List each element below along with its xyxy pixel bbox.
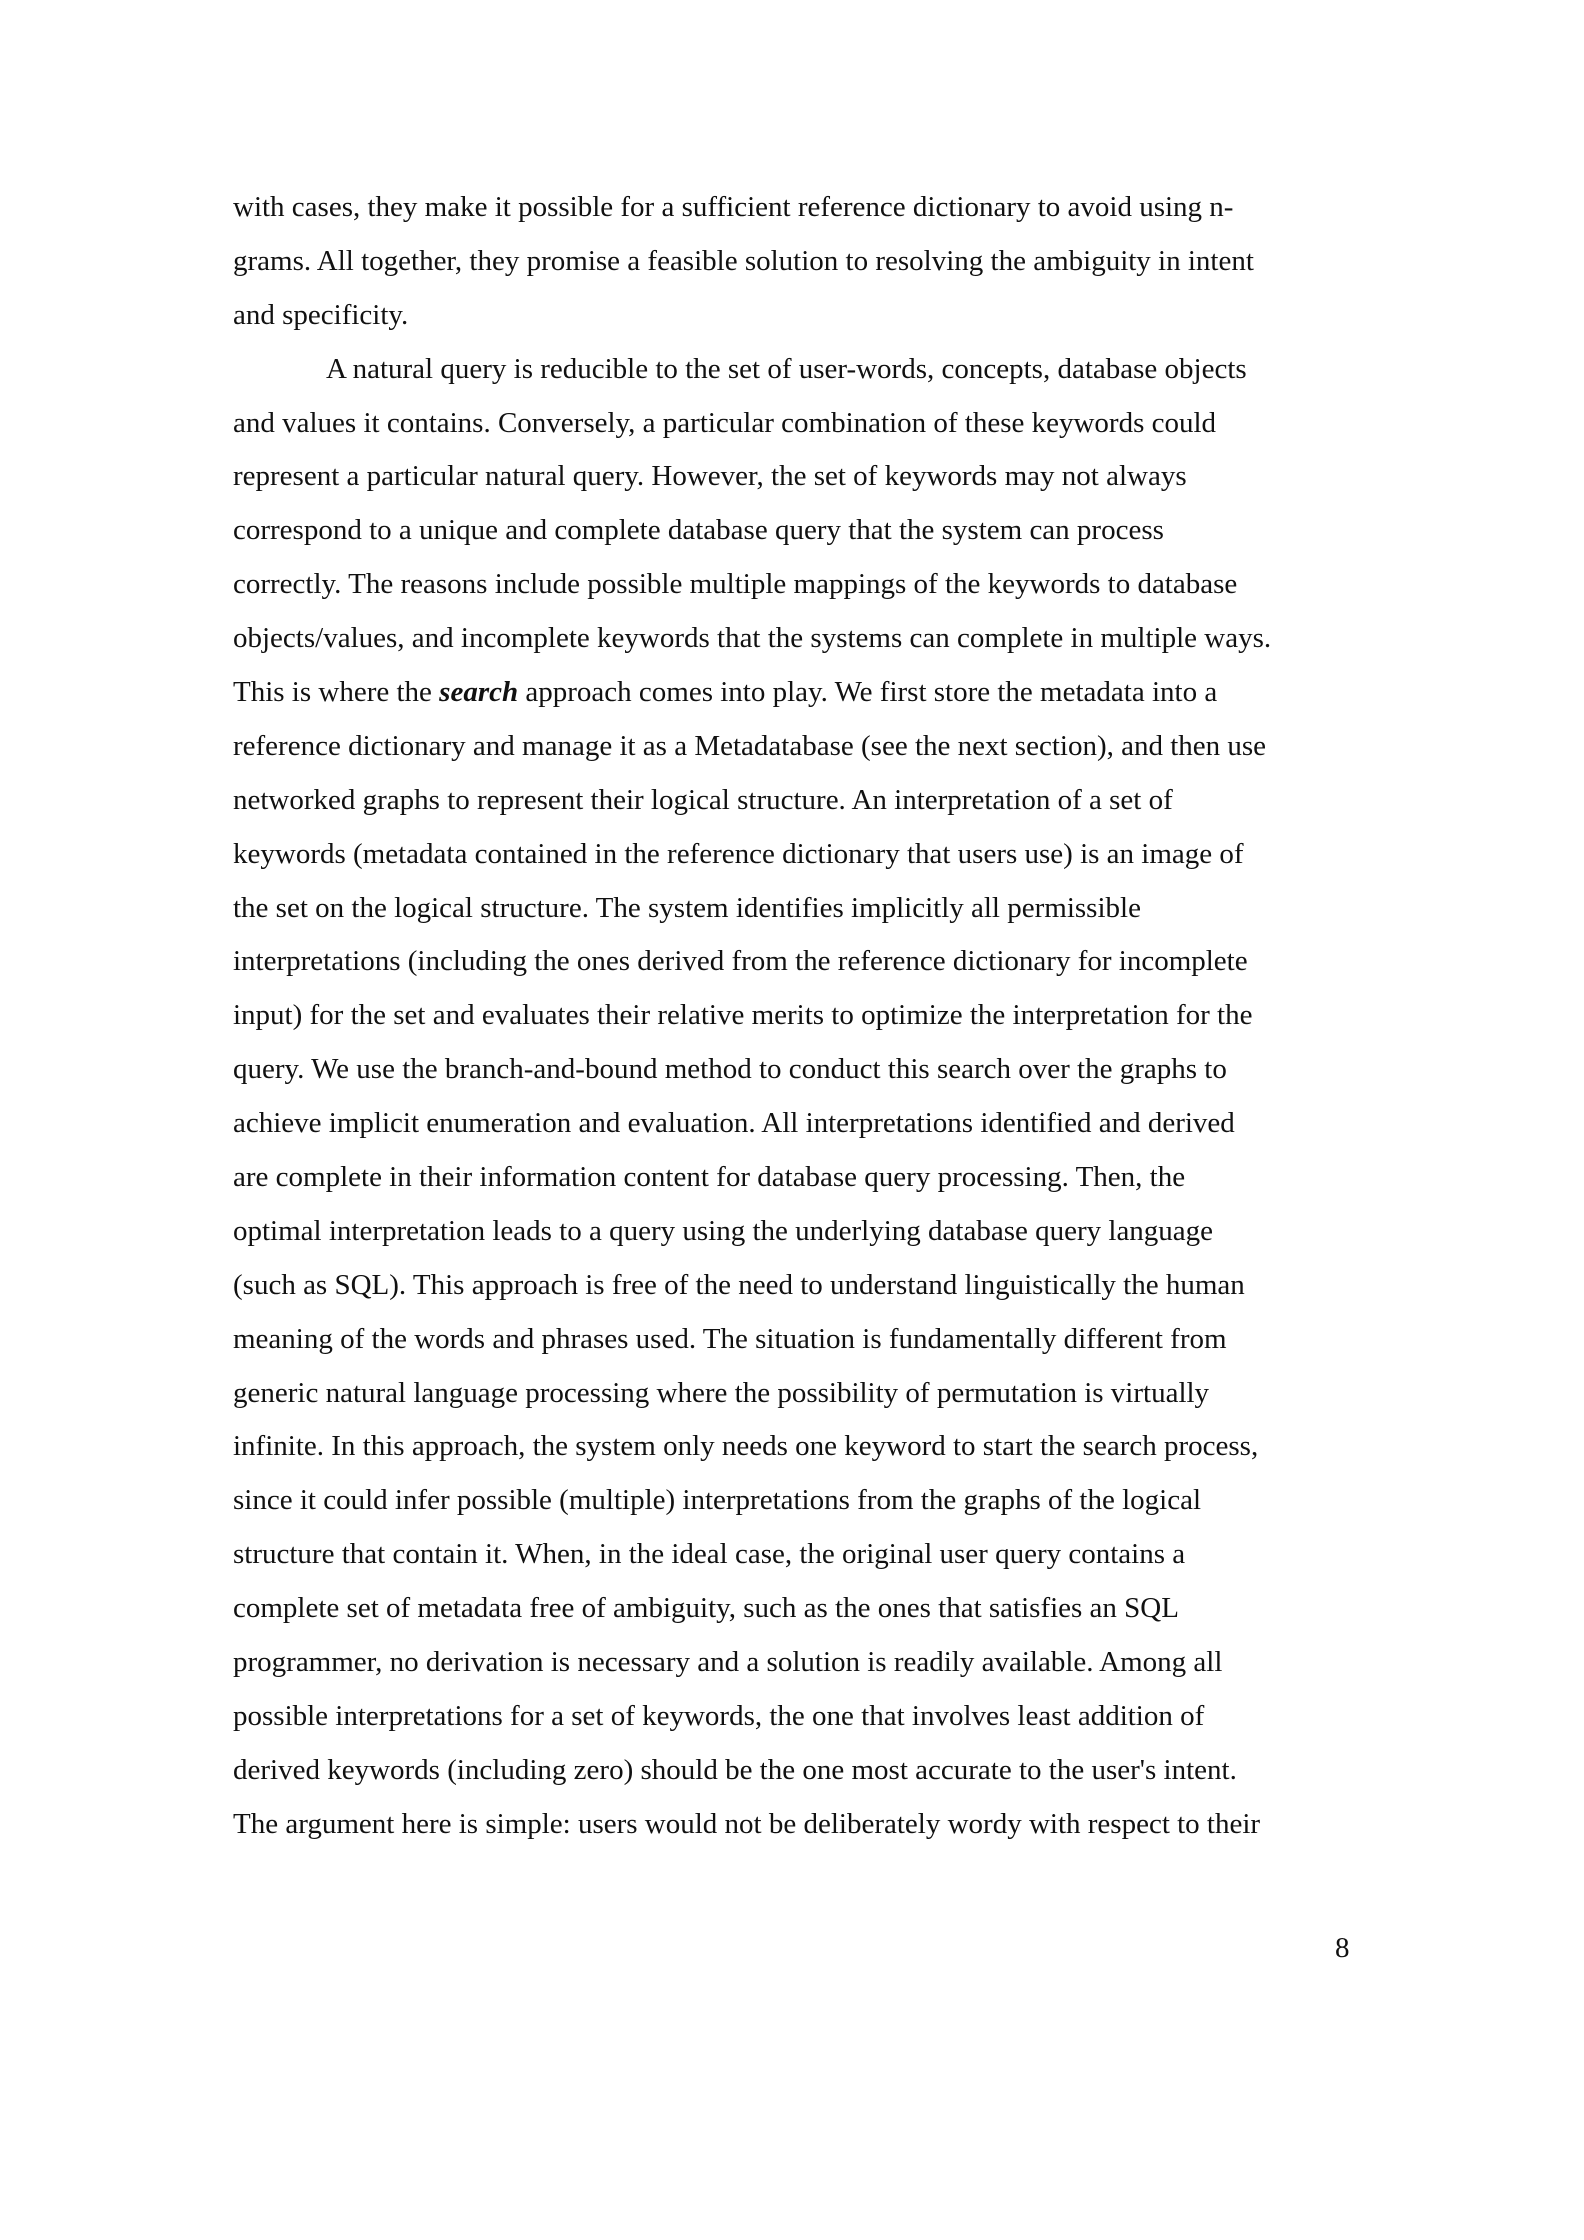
text-line: correctly. The reasons include possible multiple mappings of the keywords to database	[233, 568, 1238, 601]
text-line: meaning of the words and phrases used. The situation is fundamentally different from	[233, 1322, 1227, 1355]
paragraph-first-line: A natural query is reducible to the set of user-words, concepts, database objects	[326, 352, 1247, 385]
text-line: generic natural language processing where the possibility of permutation is virtually	[233, 1376, 1210, 1409]
text-line: reference dictionary and manage it as a Metadatabase (see the next section), and then use	[233, 729, 1267, 762]
text-line: input) for the set and evaluates their relative merits to optimize the interpretation for the	[233, 999, 1253, 1032]
text-line: objects/values, and incomplete keywords that the systems can complete in multiple ways.	[233, 622, 1272, 655]
text-line: represent a particular natural query. However, the set of keywords may not always	[233, 460, 1187, 493]
text-line: and specificity.	[233, 298, 409, 331]
text-line: programmer, no derivation is necessary and a solution is readily available. Among all	[233, 1646, 1223, 1679]
text-line: keywords (metadata contained in the reference dictionary that users use) is an image of	[233, 837, 1244, 870]
text-line: and values it contains. Conversely, a particular combination of these keywords could	[233, 406, 1217, 439]
text-line: possible interpretations for a set of keywords, the one that involves least addition of	[233, 1699, 1205, 1732]
text-segment: This is where the	[233, 676, 440, 709]
text-line: optimal interpretation leads to a query using the underlying database query language	[233, 1214, 1214, 1247]
text-line: networked graphs to represent their logical structure. An interpretation of a set of	[233, 783, 1173, 816]
text-line: are complete in their information content for database query processing. Then, the	[233, 1161, 1186, 1194]
text-line: The argument here is simple: users would not be deliberately wordy with respect to their	[233, 1807, 1261, 1840]
text-line: infinite. In this approach, the system only needs one keyword to start the search process,	[233, 1430, 1259, 1463]
page-body	[233, 181, 1353, 1852]
search-emphasis-line	[233, 666, 1353, 720]
text-segment: approach comes into play. We first store the metadata into a	[518, 676, 1218, 709]
text-line: query. We use the branch-and-bound method to conduct this search over the graphs to	[233, 1053, 1227, 1086]
text-line: complete set of metadata free of ambiguity, such as the ones that satisfies an SQL	[233, 1592, 1179, 1625]
text-line: structure that contain it. When, in the ideal case, the original user query contains a	[233, 1538, 1186, 1571]
text-line: derived keywords (including zero) should be the one most accurate to the user's intent.	[233, 1753, 1237, 1786]
text-line: the set on the logical structure. The system identifies implicitly all permissible	[233, 891, 1141, 924]
text-line: interpretations (including the ones derived from the reference dictionary for incomplete	[233, 945, 1248, 978]
text-line: achieve implicit enumeration and evaluation. All interpretations identified and derived	[233, 1107, 1235, 1140]
text-line: correspond to a unique and complete database query that the system can process	[233, 514, 1164, 547]
page-number: 8	[1335, 1932, 1350, 1964]
text-line: with cases, they make it possible for a sufficient reference dictionary to avoid using n-	[233, 191, 1234, 223]
text-line: (such as SQL). This approach is free of the need to understand linguistically the human	[233, 1268, 1245, 1301]
text-line: since it could infer possible (multiple) interpretations from the graphs of the logical	[233, 1484, 1202, 1517]
search-emphasis: search	[439, 676, 519, 709]
text-line: grams. All together, they promise a feasible solution to resolving the ambiguity in intent	[233, 244, 1254, 277]
